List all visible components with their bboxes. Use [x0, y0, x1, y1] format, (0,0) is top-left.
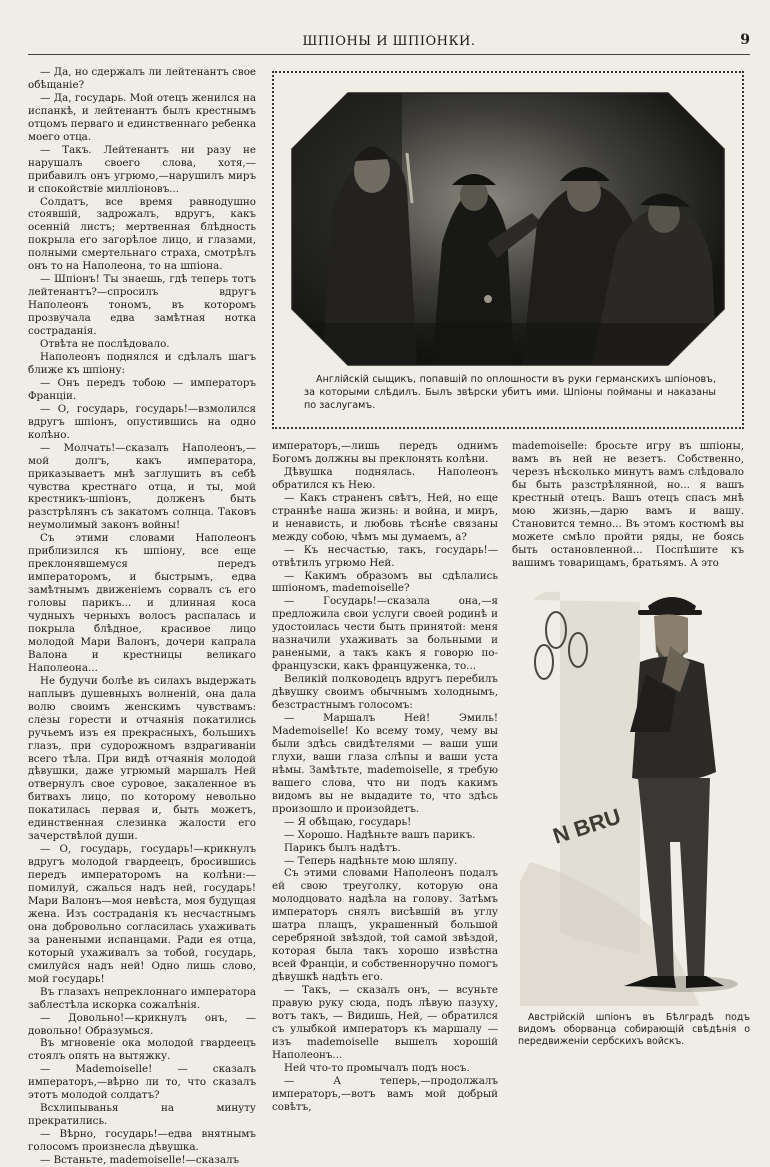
paragraph: — Маршалъ Ней! Эмиль! Mademoiselle! Ко всему тому, чему вы были здѣсь свидѣтелями — ваши уши глухи, ваши глаза слѣпы и ваши уста нѣмы. Замѣтьте, mademoiselle, я требую вашего слова, что ни подъ какимъ видомъ вы не выдадите то, что здѣсь произошло и произойдетъ. — [272, 712, 498, 815]
paragraph: mademoiselle: бросьте игру въ шпіоны, вамъ въ ней не везетъ. Собственно, черезъ нѣсколько минутъ вамъ слѣдовало бы быть разстрѣлянной, но... я вашъ крестный отецъ. Вашъ отецъ спасъ мнѣ мою жизнь,—дарю вамъ и вашу. Становится темно... Въ этомъ костюмѣ вы можете смѣло пройти ряды, не боясь быть остановленной... Поспѣшите къ вашимъ товарищамъ, братьямъ. А это — [512, 440, 744, 569]
figure-spies-illustration — [272, 71, 744, 429]
figure-caption: Англійскій сыщикъ, попавшій по оплошности въ руки германскихъ шпіоновъ, за которыми слѣдилъ. Былъ звѣрски убитъ ими. Шпіоны пойманы и наказаны по заслугамъ. — [304, 374, 716, 411]
sign-text: N BRU — [549, 803, 624, 849]
paragraph: — Такъ, — сказалъ онъ, — всуньте правую руку сюда, подъ лѣвую пазуху, вотъ такъ, — Видишь, Ней, — обратился съ улыбкой императоръ къ маршалу — изъ mademoiselle вышелъ хорошій Наполеонъ... — [272, 984, 498, 1061]
paragraph: — Вѣрно, государь!—едва внятнымъ голосомъ произнесла дѣвушка. — [28, 1128, 256, 1154]
figure-belgrade-spy — [512, 580, 756, 1056]
paragraph: Съ этими словами Наполеонъ приблизился къ шпіону, все еще преклонявшемуся передъ императоромъ, и быстрымъ, едва замѣтнымъ движеніемъ сорвалъ съ его головы парикъ... и длинная коса чудныхъ черныхъ волосъ распалась и покрыла блѣдное, красивое лицо молодой Мари Валонъ, дочери капрала Валона и крестницы великаго Наполеона... — [28, 532, 256, 674]
paragraph: Ней что-то промычалъ подъ носъ. — [284, 1061, 470, 1074]
paragraph: Наполеонъ поднялся и сдѣлалъ шагъ ближе къ шпіону: — [28, 350, 256, 376]
paragraph: — Молчать!—сказалъ Наполеонъ,—мой долгъ, какъ императора, приказываетъ мнѣ заглушить въ себѣ чувства крестнаго отца, и ты, мой крестникъ-шпіонъ, долженъ быть разстрѣлянъ съ закатомъ солнца. Таковъ неумолимый законъ войны! — [28, 441, 256, 532]
paragraph: Отвѣта не послѣдовало. — [40, 338, 170, 351]
paragraph: — О, государь, государь!—взмолился вдругъ шпіонъ, опустившись на одно колѣно. — [28, 402, 256, 441]
paragraph: — Какъ страненъ свѣтъ, Ней, но еще страннѣе наша жизнь: и война, и миръ, и ненависть, и любовь тѣснѣе связаны между собою, чѣмъ мы думаемъ, а? — [272, 491, 498, 543]
paragraph: императоръ,—лишь передъ однимъ Богомъ должны вы преклонять колѣни. — [272, 440, 498, 465]
belgrade-spy-image — [520, 582, 748, 1006]
paragraph: — Хорошо. Надѣньте вашъ парикъ. — [284, 828, 476, 841]
paragraph: — Встаньте, mademoiselle!—сказалъ — [40, 1154, 240, 1167]
paragraph: — Теперь надѣньте мою шляпу. — [284, 854, 458, 867]
paragraph: — Онъ передъ тобою — императоръ Франціи. — [28, 376, 256, 402]
paragraph: Всхлипыванья на минуту прекратились. — [28, 1102, 256, 1128]
text-column-1 — [28, 66, 256, 1167]
spies-illustration-image — [292, 93, 724, 365]
paragraph: — Mademoiselle! — сказалъ императоръ,—вѣрно ли то, что сказалъ этотъ молодой солдатъ? — [28, 1063, 256, 1102]
paragraph: — Какимъ образомъ вы сдѣлались шпіономъ, mademoiselle? — [272, 569, 498, 595]
paragraph: Дѣвушка поднялась. Наполеонъ обратился къ Нею. — [272, 465, 498, 491]
text-column-3 — [512, 440, 744, 580]
paragraph: — Да, государь. Мой отецъ женился на испанкѣ, и лейтенантъ былъ крестнымъ отцомъ перваго и единственнаго ребенка моего отца. — [28, 91, 256, 143]
paragraph: Не будучи болѣе въ силахъ выдержать наплывъ душевныхъ волненій, она дала волю своимъ женскимъ чувствамъ: слезы горести и отчаянія покатились ручьемъ изъ ея прекрасныхъ, большихъ глазъ, при судорожномъ вздрагиваніи всего тѣла. При видѣ отчаянія молодой дѣвушки, даже угрюмый маршалъ Ней отвернулъ свое суровое, закаленное въ битвахъ лицо, по которому невольно покатилась первая и, быть можетъ, единственная слезинка жалости его зачерствѣлой души. — [28, 674, 256, 843]
paragraph: Солдатъ, все время равнодушно стоявшій, задрожалъ, вдругъ, какъ осенній листъ; мертвенная блѣдность покрыла его загорѣлое лицо, и глазами, полными смертельнаго страха, смотрѣлъ онъ то на Наполеона, то на шпіона. — [28, 195, 256, 273]
figure-caption: Австрійскій шпіонъ въ Бѣлградѣ подъ видомъ оборванца собирающій свѣдѣнія о передвиженіи сербскихъ войскъ. — [518, 1012, 750, 1047]
page-number: 9 — [740, 32, 750, 48]
paragraph: — Къ несчастью, такъ, государь!—отвѣтилъ угрюмо Ней. — [272, 543, 498, 569]
page-header — [28, 32, 750, 55]
paragraph: Въ мгновеніе ока молодой гвардеецъ стоялъ опять на вытяжку. — [28, 1037, 256, 1063]
paragraph: Въ глазахъ непреклоннаго императора заблестѣла искорка сожалѣнія. — [28, 985, 256, 1011]
paragraph: — Да, но сдержалъ ли лейтенантъ свое обѣщаніе? — [28, 66, 256, 91]
paragraph: Великій полководецъ вдругъ перебилъ дѣвушку своимъ обычнымъ холоднымъ, безстрастнымъ голосомъ: — [272, 673, 498, 712]
paragraph: — А теперь,—продолжалъ императоръ,—вотъ вамъ мой добрый совѣтъ, — [272, 1074, 498, 1113]
paragraph: — Такъ. Лейтенантъ ни разу не нарушалъ своего слова, хотя,—прибавилъ онъ угрюмо,—нарушилъ миръ и спокойствіе милліоновъ... — [28, 143, 256, 195]
paragraph: — Государь!—сказала она,—я предложила свои услуги своей родинѣ и удостоилась чести быть принятой: меня назначили ухаживать за больными и ранеными, а такъ какъ я говорю по-французски, какъ француженка, то... — [272, 595, 498, 673]
paragraph: — Довольно!—крикнулъ онъ, — довольно! Образумься. — [28, 1011, 256, 1037]
paragraph: Парикъ былъ надѣтъ. — [284, 841, 401, 854]
text-column-2 — [272, 440, 498, 1113]
paragraph: — Шпіонъ! Ты знаешь, гдѣ теперь тотъ лейтенантъ?—спросилъ вдругъ Наполеонъ тономъ, въ которомъ прозвучала едва замѣтная нотка состраданія. — [28, 273, 256, 338]
paragraph: — О, государь, государь!—крикнулъ вдругъ молодой гвардеецъ, бросившись передъ императоромъ на колѣни:—помилуй, сжалься надъ ней, государь! Мари Валонъ—моя невѣста, моя будущая жена. Изъ состраданія къ несчастнымъ она добровольно согласилась ухаживать за ранеными испанцами. Ради ея отца, который ухаживалъ за тобой, государь, смилуйся надъ ней! Одно лишь слово, мой государь! — [28, 843, 256, 985]
paragraph: Съ этими словами Наполеонъ подалъ ей свою треуголку, которую она молодцовато надѣла на голову. Затѣмъ императоръ снялъ висѣвшій въ углу шатра плащъ, украшенный большой серебряной звѣздой, той самой звѣздой, которая была такъ хорошо извѣстна всей Франціи, и собственноручно помогъ дѣвушкѣ надѣть его. — [272, 867, 498, 984]
running-title: ШПІОНЫ И ШПІОНКИ. — [302, 34, 476, 49]
paragraph: — Я обѣщаю, государь! — [284, 815, 412, 828]
